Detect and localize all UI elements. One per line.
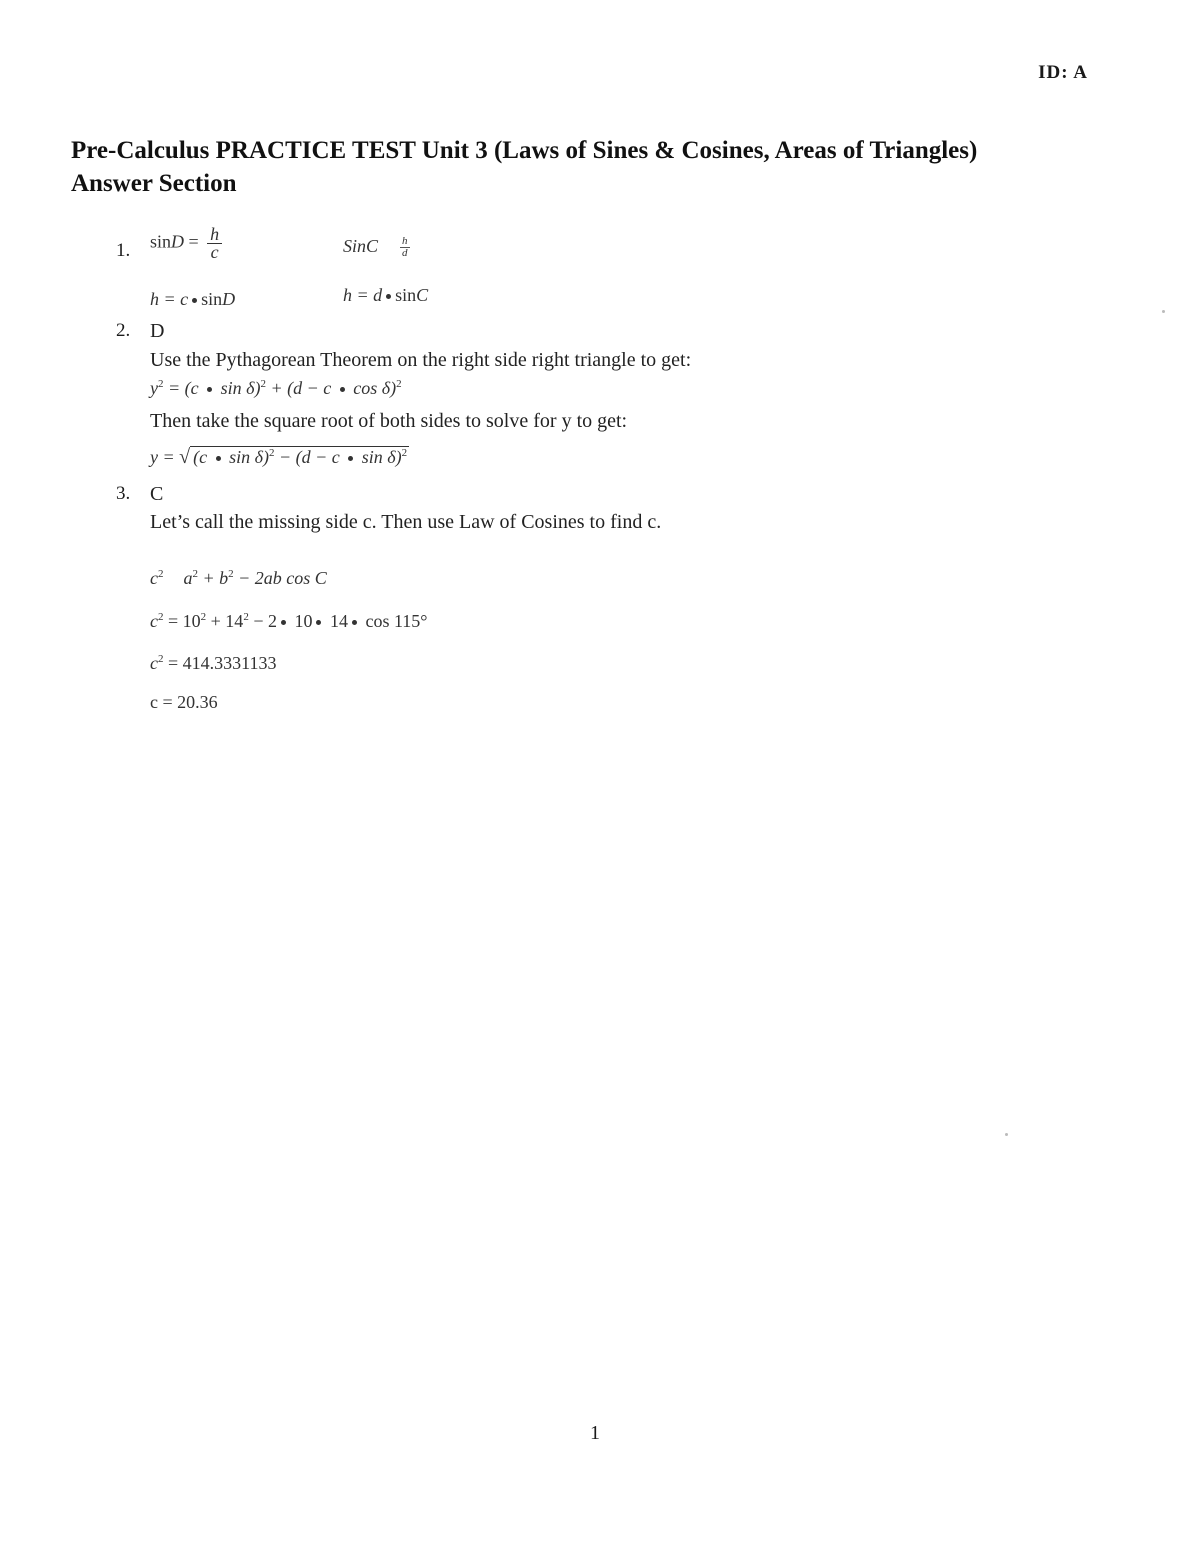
term: − 2ab cos C	[233, 568, 327, 588]
answer-1-equation-sin-d	[150, 226, 222, 261]
var-c: C	[366, 236, 379, 256]
square-root-icon: √	[179, 446, 191, 468]
term: + (d − c	[266, 378, 336, 398]
answer-3-substitution	[150, 611, 428, 632]
term: + 14	[206, 611, 244, 631]
exponent: 2	[158, 378, 164, 390]
term: − (d − c	[274, 447, 345, 467]
term: − 2	[248, 611, 277, 631]
exponent: 2	[396, 378, 402, 390]
lhs: h = d	[343, 285, 383, 305]
answer-1-number: 1.	[116, 240, 131, 261]
answer-2-explanation-1: Use the Pythagorean Theorem on the right side right triangle to get:	[150, 349, 692, 371]
term: 10	[289, 611, 313, 631]
term: 14	[325, 611, 348, 631]
term: a	[183, 568, 193, 588]
var-y: y	[150, 378, 158, 398]
answer-2-number: 2.	[116, 320, 131, 341]
bullet-dot-icon	[207, 387, 212, 392]
answer-3-explanation: Let’s call the missing side c. Then use Law of Cosines to find c.	[150, 511, 662, 533]
term: sin δ)	[216, 378, 261, 398]
sin-label: sin	[201, 289, 223, 309]
lhs: y =	[150, 447, 180, 467]
term: = (c	[163, 378, 204, 398]
exponent: 2	[243, 611, 249, 623]
sin-label: Sin	[343, 236, 367, 256]
answer-1-equation-h-c	[150, 289, 235, 310]
exponent: 2	[192, 568, 198, 580]
answer-2-explanation-2: Then take the square root of both sides to solve for y to get:	[150, 410, 628, 432]
term: cos δ)	[348, 378, 397, 398]
numerator: h	[402, 235, 408, 248]
exponent: 2	[200, 611, 207, 623]
answer-2-equation-y-squared	[150, 378, 402, 399]
denominator: c	[210, 242, 219, 262]
sin-label: sin	[150, 231, 172, 252]
bullet-dot-icon	[281, 620, 286, 625]
page-number: 1	[590, 1422, 600, 1444]
title-line-1: Pre-Calculus PRACTICE TEST Unit 3 (Laws of Sines & Cosines, Areas of Triangles)	[71, 137, 978, 164]
denominator: d	[402, 247, 408, 260]
bullet-dot-icon	[216, 456, 221, 461]
page-title	[71, 134, 977, 200]
exponent: 2	[158, 653, 164, 665]
term: + b	[198, 568, 229, 588]
lhs: h = c	[150, 289, 189, 309]
document-id: ID: A	[1038, 62, 1088, 83]
radicand	[190, 446, 409, 468]
exponent: 2	[268, 447, 275, 459]
var-d: D	[171, 231, 185, 252]
var-d: D	[222, 289, 236, 309]
scan-speck	[1162, 310, 1165, 313]
exponent: 2	[158, 568, 164, 580]
answer-1-equation-h-d	[343, 285, 428, 306]
answer-3-law-of-cosines	[150, 568, 327, 589]
answer-2-equation-y-sqrt	[150, 446, 409, 469]
title-line-2: Answer Section	[71, 170, 237, 197]
term: = 414.3331133	[163, 653, 277, 673]
scan-speck	[1005, 1133, 1008, 1136]
answer-3-c-squared-value	[150, 653, 276, 674]
bullet-dot-icon	[340, 387, 345, 392]
fraction-h-over-d	[400, 236, 410, 259]
answer-1-equation-sin-c	[343, 236, 410, 259]
term: (c	[193, 447, 212, 467]
var-c: C	[416, 285, 429, 305]
var-c: c	[150, 568, 158, 588]
var-c: c	[150, 653, 158, 673]
exponent: 2	[260, 378, 267, 390]
term: sin δ)	[224, 447, 269, 467]
exponent: 2	[401, 447, 408, 459]
exponent: 2	[158, 611, 164, 623]
answer-3-c-value: c = 20.36	[150, 692, 218, 712]
fraction-h-over-c	[207, 226, 222, 261]
numerator: h	[207, 226, 222, 244]
answer-3-number: 3.	[116, 483, 131, 504]
bullet-dot-icon	[348, 456, 353, 461]
sin-label: sin	[395, 285, 417, 305]
answer-3-choice: C	[150, 483, 164, 505]
bullet-dot-icon	[316, 620, 321, 625]
var-c: c	[150, 611, 158, 631]
exponent: 2	[228, 568, 234, 580]
term: cos 115°	[360, 611, 428, 631]
bullet-dot-icon	[386, 294, 391, 299]
bullet-dot-icon	[192, 298, 197, 303]
term: sin δ)	[357, 447, 402, 467]
answer-2-choice: D	[150, 320, 165, 342]
term: = 10	[163, 611, 201, 631]
equals: =	[184, 231, 204, 252]
bullet-dot-icon	[352, 620, 357, 625]
